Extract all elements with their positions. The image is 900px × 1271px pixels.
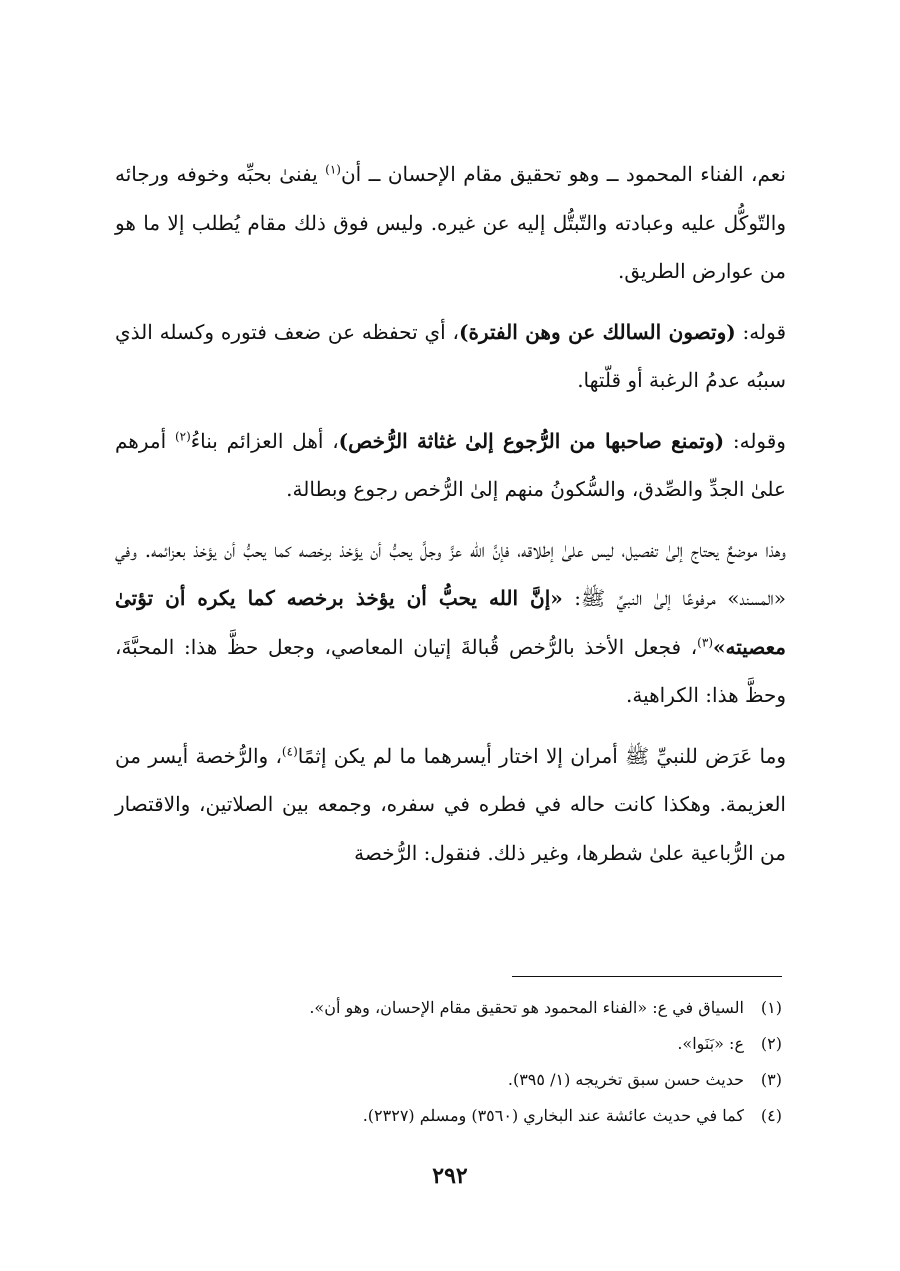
footnote [115,1062,782,1098]
quoted-text: (وتصون السالك عن وهن الفترة) [458,319,736,344]
footnote-text: حديث حسن سبق تخريجه (١/ ٣٩٥). [507,1070,744,1089]
footnote-ref: (٣) [697,634,713,649]
paragraph [115,417,786,514]
footnote-number: (٣) [760,1070,782,1089]
paragraph [115,150,786,296]
footnote-number: (١) [760,998,782,1017]
text-segment: وهذا موضعٌ يحتاج إلىٰ تفصيل، ليس علىٰ إطلاقه، فإنَّ الله عزَّ وجلَّ يحبُّ أن يؤخذ برخصه كما يحبُّ أن يؤخذ بعزائمه. وفي «المسند» مرفوعًا إلىٰ النبيِّ ﷺ: [115,537,786,610]
footnote-text: السياق في ع: «الفناء المحمود هو تحقيق مقام الإحسان، وهو أن». [309,998,744,1017]
main-text [115,150,786,889]
text-segment: ، والرُّخصة أيسر من العزيمة. وهكذا كانت حاله في فطره في سفره، وجمعه بين الصلاتين، والاقتصار من الرُّباعية علىٰ شطرها، وغير ذلك. فنقول: الرُّخصة [115,743,786,865]
paragraph [115,308,786,405]
text-segment: يفنىٰ بحبِّه وخوفه ورجائه والتّوكُّل عليه وعبادته والتّبتُّل إليه عن غيره. وليس فوق ذلك مقام يُطلب إلا ما هو من عوارض الطريق. [115,162,786,283]
text-segment: ، أي تحفظه عن ضعف فتوره وكسله الذي سببُه عدمُ الرغبة أو قلّتها. [115,319,786,392]
text-segment: قوله: [735,319,787,344]
text-segment: أمرهم علىٰ الجدِّ والصِّدق، والسُّكونُ منهم إلىٰ الرُّخص رجوع وبطالة. [115,428,786,501]
footnote-ref: (٢) [174,428,191,443]
paragraph [115,732,786,878]
paragraph [115,526,786,720]
footnote [115,990,782,1026]
footnote-text: ع: «بَنَوا». [677,1034,744,1053]
footnote-number: (٤) [760,1106,782,1125]
quoted-text: «إنَّ الله يحبُّ أن يؤخذ برخصه كما يكره أن تؤتىٰ معصيته» [115,586,786,659]
footnotes [115,990,782,1134]
page-number: ٢٩٢ [432,1163,468,1189]
text-segment: وما عَرَض للنبيِّ ﷺ أمران إلا اختار أيسرهما ما لم يكن إثمًا [297,743,786,768]
footnote-ref: (٤) [281,743,298,758]
text-segment: ، أهل العزائم بناءُ [190,428,339,453]
text-segment: نعم، الفناء المحمود ــ وهو تحقيق مقام الإحسان ــ أن [340,162,786,186]
footnote [115,1098,782,1134]
quoted-text: (وتمنع صاحبها من الرُّجوع إلىٰ غثاثة الرُّخص) [338,428,725,453]
text-segment: وقوله: [724,428,786,453]
text-segment: ، فجعل الأخذ بالرُّخص قُبالةَ إتيان المعاصي، وجعل حظَّ هذا: المحبَّةَ، وحظَّ هذا: الكراهية. [115,634,786,707]
footnote-ref: (١) [325,162,341,177]
footnote-number: (٢) [760,1034,782,1053]
footnote-separator [512,976,782,977]
footnote [115,1026,782,1062]
footnote-text: كما في حديث عائشة عند البخاري (٣٥٦٠) ومسلم (٢٣٢٧). [362,1106,744,1125]
